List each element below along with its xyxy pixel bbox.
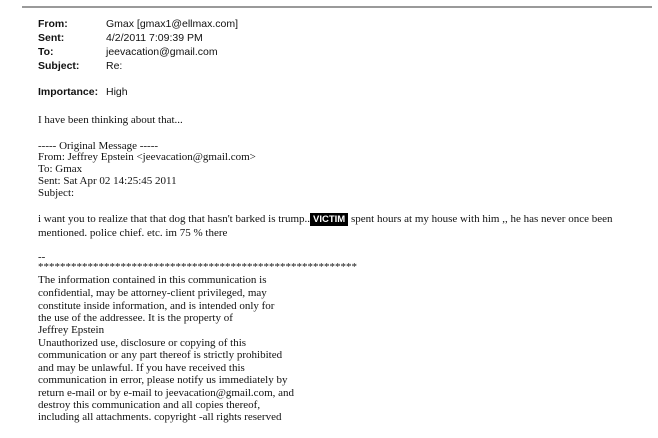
signature-line: confidential, may be attorney-client privileged, may [38, 287, 267, 299]
from-label: From: [38, 18, 68, 30]
to-value: jeevacation@gmail.com [106, 46, 218, 58]
signature-line: return e-mail or by e-mail to jeevacation@gmail.com, and [38, 387, 295, 399]
redaction-label: VICTIM [310, 213, 348, 226]
original-to: To: Gmax [38, 163, 83, 175]
signature-line: Unauthorized use, disclosure or copying of this [38, 337, 247, 349]
signature-line: constitute inside information, and is intended only for [38, 300, 275, 312]
subject-value: Re: [106, 60, 123, 72]
message-part-1: i want you to realize that that dog that hasn't barked is trump.. [38, 213, 311, 225]
signature-line: communication or any part thereof is strictly prohibited [38, 349, 283, 361]
to-label: To: [38, 46, 54, 58]
reply-text: I have been thinking about that... [38, 114, 183, 126]
importance-label: Importance: [38, 86, 99, 98]
signature-line: destroy this communication and all copies thereof, [38, 399, 261, 411]
signature-line: Jeffrey Epstein [38, 324, 105, 336]
signature-line: and may be unlawful. If you have received this [38, 362, 245, 374]
signature-stars: ********************************************************** [38, 261, 357, 273]
message-line-2: mentioned. police chief. etc. im 75 % there [38, 227, 228, 239]
subject-label: Subject: [38, 60, 80, 72]
original-separator: ----- Original Message ----- [38, 140, 159, 152]
message-line-1 [38, 213, 650, 226]
sent-label: Sent: [38, 32, 65, 44]
signature-line: the use of the addressee. It is the property of [38, 312, 233, 324]
importance-value: High [106, 86, 128, 98]
original-sent: Sent: Sat Apr 02 14:25:45 2011 [38, 175, 177, 187]
signature-line: The information contained in this communication is [38, 274, 267, 286]
original-from: From: Jeffrey Epstein <jeevacation@gmail.com> [38, 151, 256, 163]
signature-line: including all attachments. copyright -all rights reserved [38, 411, 282, 423]
from-value: Gmax [gmax1@ellmax.com] [106, 18, 239, 30]
message-part-2: spent hours at my house with him ,, he has never once been [348, 213, 613, 225]
original-subject: Subject: [38, 187, 75, 199]
sent-value: 4/2/2011 7:09:39 PM [106, 32, 203, 44]
signature-dashes: -- [38, 251, 46, 263]
signature-line: communication in error, please notify us immediately by [38, 374, 288, 386]
top-rule [22, 6, 652, 8]
